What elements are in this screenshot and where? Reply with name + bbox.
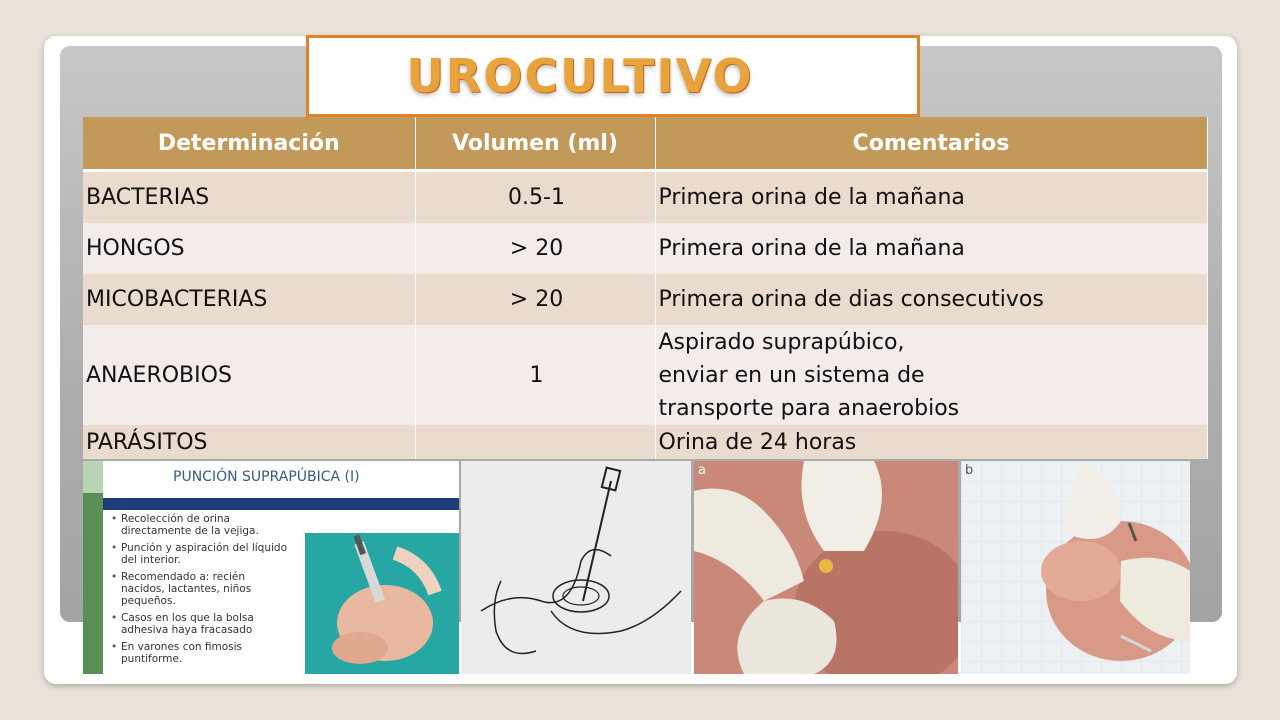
cell-volumen: 1 bbox=[415, 325, 655, 425]
slide-bullet: • Recomendado a: recién nacidos, lactantes, niños pequeños. bbox=[111, 571, 291, 607]
slide-bullet: • Recolección de orina directamente de la vejiga. bbox=[111, 513, 291, 537]
title-box bbox=[306, 35, 920, 117]
anatomy-diagram bbox=[461, 461, 691, 674]
table-row bbox=[83, 325, 1207, 425]
cell-determinacion: PARÁSITOS bbox=[83, 425, 415, 459]
header-volumen: Volumen (ml) bbox=[415, 117, 655, 171]
needle-puncture-photo bbox=[961, 461, 1190, 674]
urocultivo-table bbox=[83, 117, 1208, 459]
clinical-photo-b bbox=[961, 461, 1190, 674]
table-header-row bbox=[83, 117, 1207, 171]
cell-determinacion: ANAEROBIOS bbox=[83, 325, 415, 425]
slide-bullet: • En varones con fimosis puntiforme. bbox=[111, 641, 291, 665]
photo-label-b: b bbox=[965, 463, 974, 478]
gloved-hands-photo bbox=[694, 461, 958, 674]
slide-title-underline bbox=[103, 498, 459, 510]
bladder-puncture-drawing bbox=[461, 461, 691, 674]
table-row bbox=[83, 171, 1207, 224]
slide-bullet: • Casos en los que la bolsa adhesiva haya fracasado bbox=[111, 612, 291, 636]
table-row bbox=[83, 223, 1207, 274]
slide-bullet-list bbox=[111, 513, 291, 670]
cell-volumen: > 20 bbox=[415, 274, 655, 325]
header-comentarios: Comentarios bbox=[655, 117, 1207, 171]
cell-determinacion: MICOBACTERIAS bbox=[83, 274, 415, 325]
cell-comentarios: Primera orina de dias consecutivos bbox=[655, 274, 1207, 325]
comment-line: Aspirado suprapúbico, bbox=[658, 329, 905, 355]
puncion-slide-image bbox=[83, 461, 459, 674]
header-determinacion: Determinación bbox=[83, 117, 415, 171]
page-title: UROCULTIVO bbox=[406, 49, 754, 103]
table-row bbox=[83, 425, 1207, 459]
cell-volumen bbox=[415, 425, 655, 459]
cell-comentarios: Primera orina de la mañana bbox=[655, 171, 1207, 224]
cell-determinacion: BACTERIAS bbox=[83, 171, 415, 224]
infant-puncture-illustration bbox=[305, 533, 459, 674]
cell-volumen: 0.5-1 bbox=[415, 171, 655, 224]
cell-determinacion: HONGOS bbox=[83, 223, 415, 274]
slide-image-title: PUNCIÓN SUPRAPÚBICA (I) bbox=[173, 469, 360, 485]
clinical-photo-a bbox=[694, 461, 958, 674]
cell-comentarios: Orina de 24 horas bbox=[655, 425, 1207, 459]
slide-accent-top bbox=[83, 461, 103, 493]
puncion-photo bbox=[305, 533, 459, 674]
cell-comentarios bbox=[655, 325, 1207, 425]
cell-volumen: > 20 bbox=[415, 223, 655, 274]
table-row bbox=[83, 274, 1207, 325]
slide-bullet: • Punción y aspiración del líquido del interior. bbox=[111, 542, 291, 566]
photo-label-a: a bbox=[698, 463, 706, 478]
comment-line: transporte para anaerobios bbox=[658, 395, 960, 421]
comment-line: enviar en un sistema de bbox=[658, 362, 925, 388]
cell-comentarios: Primera orina de la mañana bbox=[655, 223, 1207, 274]
